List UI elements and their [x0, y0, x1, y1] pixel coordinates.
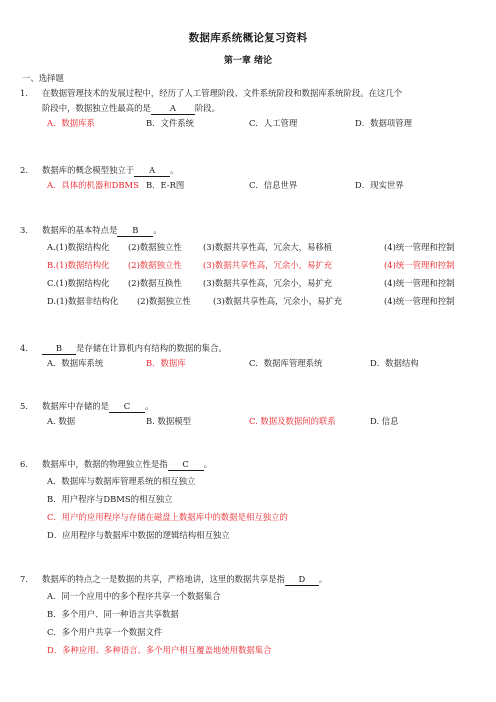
- option-cell: B.(1)数据结构化: [47, 260, 110, 270]
- option-cell: (2)数据独立性: [128, 260, 182, 270]
- question-text-pre: 数据库中，数据的物理独立性是指: [42, 459, 168, 469]
- option-b: B．用户程序与DBMS的相互独立: [47, 494, 173, 504]
- option-c: C．信息世界: [249, 180, 298, 190]
- option-a: A. 数据: [47, 416, 76, 426]
- question-text-pre: 数据库中存储的是: [42, 401, 109, 411]
- option-a: A．同一个应用中的多个程序共享一个数据集合: [47, 591, 221, 601]
- question-text: [42, 163, 179, 178]
- question-number: 2.: [20, 165, 28, 175]
- option-c: C. 数据及数据间的联系: [249, 416, 336, 426]
- question-text-post: 。: [145, 401, 154, 411]
- option-cell: (3)数据共享性高，冗余小，易扩充: [203, 278, 333, 288]
- chapter-title: 第一章 绪论: [223, 56, 273, 66]
- option-cell: (4)统一管理和控制: [384, 278, 455, 288]
- option-cell: (4)统一管理和控制: [384, 296, 455, 306]
- option-d: D．现实世界: [355, 180, 404, 190]
- question-3: [20, 223, 486, 310]
- option-row-b: [20, 256, 486, 274]
- question-number: 1.: [20, 88, 28, 98]
- option-cell: (3)数据共享性高，冗余大，易移植: [203, 242, 333, 252]
- question-text-pre: 数据库的概念模型独立于: [42, 165, 135, 175]
- option-cell: D.(1)数据非结构化: [47, 296, 119, 306]
- question-4: [20, 341, 486, 371]
- answer-blank: A: [134, 165, 170, 177]
- answer-blank: D: [285, 574, 319, 586]
- answer-blank: B: [42, 343, 76, 355]
- question-5: [20, 399, 486, 429]
- option-c: C．人工管理: [249, 118, 298, 128]
- question-text: [42, 341, 227, 356]
- option-row-d: [20, 292, 486, 310]
- option-a: A．数据库与数据库管理系统的相互独立: [47, 476, 196, 486]
- question-text: [42, 572, 327, 587]
- option-b: B. 数据模型: [146, 416, 191, 426]
- option-d: D. 信息: [370, 416, 399, 426]
- option-row: [20, 178, 486, 193]
- question-text: 阶段中，数据独立性最高的是: [42, 103, 151, 113]
- option-a: A．数据库系统: [47, 358, 104, 368]
- section-label: 一、选择题: [22, 73, 64, 83]
- option-a: A．数据库系: [47, 118, 95, 128]
- question-number: 6.: [20, 459, 28, 469]
- option-c: C．用户的应用程序与存储在磁盘上数据库中的数据是相互独立的: [47, 512, 288, 522]
- option-row-c: [20, 274, 486, 292]
- option-cell: (4)统一管理和控制: [384, 260, 455, 270]
- question-text-post: 。: [170, 165, 179, 175]
- option-d: D．应用程序与数据库中数据的逻辑结构相互独立: [47, 530, 230, 540]
- question-text-post: 是存储在计算机内有结构的数据的集合。: [76, 343, 227, 353]
- question-text-continued: [20, 101, 486, 116]
- question-2: [20, 163, 486, 193]
- option-c: C．数据库管理系统: [249, 358, 323, 368]
- question-text: [42, 223, 162, 238]
- document-title: 数据库系统概论复习资料: [188, 32, 308, 44]
- option-d: D．数据结构: [370, 358, 419, 368]
- question-number: 3.: [20, 225, 28, 235]
- option-cell: (2)数据独立性: [137, 296, 191, 306]
- question-7: [20, 572, 486, 659]
- question-text-post: 。: [318, 574, 328, 584]
- option-b: B．数据库: [146, 358, 186, 368]
- question-text: 阶段。: [194, 103, 220, 113]
- question-text: [42, 457, 212, 472]
- option-row: [20, 356, 486, 371]
- answer-blank: C: [168, 459, 204, 471]
- option-row-a: [20, 238, 486, 256]
- option-cell: (2)数据互换性: [128, 278, 182, 288]
- answer-blank: A: [151, 103, 195, 115]
- option-cell: (4)统一管理和控制: [384, 242, 455, 252]
- question-number: 7.: [20, 574, 28, 584]
- question-text-post: 。: [153, 225, 162, 235]
- option-d: D．数据项管理: [355, 118, 412, 128]
- option-cell: (2)数据独立性: [128, 242, 182, 252]
- option-cell: (3)数据共享性高，冗余小，易扩充: [213, 296, 343, 306]
- question-text-pre: 数据库的特点之一是数据的共享，严格地讲，这里的数据共享是指: [42, 574, 285, 584]
- question-number: 5.: [20, 401, 28, 411]
- option-d: D．多种应用、多种语言、多个用户相互覆盖地使用数据集合: [47, 645, 272, 655]
- question-text-pre: 数据库的基本特点是: [42, 225, 118, 235]
- question-number: 4.: [20, 343, 28, 353]
- option-cell: C.(1)数据结构化: [47, 278, 110, 288]
- answer-blank: C: [109, 401, 145, 413]
- option-row: [20, 414, 486, 429]
- option-b: B．文件系统: [146, 118, 195, 128]
- question-text: [42, 399, 153, 414]
- question-text: 在数据管理技术的发展过程中，经历了人工管理阶段、文件系统阶段和数据库系统阶段。在这几个: [42, 88, 403, 98]
- question-1: [20, 86, 486, 131]
- option-row: [20, 116, 486, 131]
- answer-blank: B: [117, 225, 153, 237]
- option-cell: (3)数据共享性高，冗余小，易扩充: [203, 260, 333, 270]
- question-text-post: 。: [203, 459, 212, 469]
- question-6: [20, 457, 486, 544]
- option-b: B．E-R图: [146, 180, 185, 190]
- option-b: B．多个用户、同一种语言共享数据: [47, 609, 179, 619]
- option-a: A．具体的机器和DBMS: [47, 180, 139, 190]
- option-cell: A.(1)数据结构化: [47, 242, 110, 252]
- option-c: C．多个用户共享一个数据文件: [47, 627, 163, 637]
